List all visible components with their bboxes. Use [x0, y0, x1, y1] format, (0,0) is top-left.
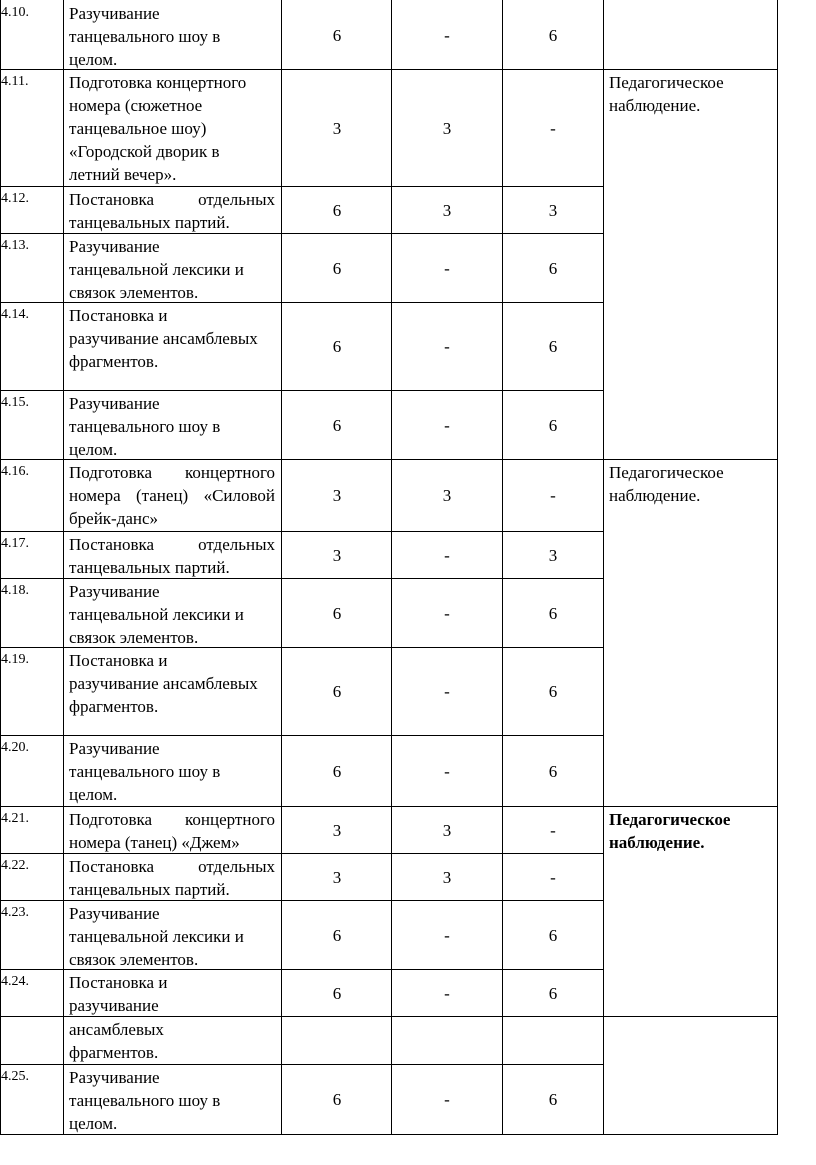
theory-hours: 6 — [332, 26, 342, 45]
topic-word: отдельных — [198, 190, 275, 209]
total-hours: 3 — [548, 546, 558, 565]
group-border — [603, 1016, 778, 1017]
topic-line: Разучивание — [69, 904, 160, 923]
topic-word: отдельных — [198, 535, 275, 554]
topic-line: связок элементов. — [69, 950, 199, 969]
theory-hours: 3 — [332, 546, 342, 565]
control-form: наблюдение. — [609, 486, 701, 505]
topic-line: целом. — [69, 1114, 118, 1133]
topic-line — [69, 461, 275, 484]
column-border — [0, 0, 1, 1135]
practice-hours: 3 — [442, 119, 452, 138]
topic-line: Постановка и — [69, 306, 168, 325]
theory-hours: 6 — [332, 1090, 342, 1109]
topic-word: концертного — [185, 463, 275, 482]
topic-line: целом. — [69, 440, 118, 459]
topic-line: танцевальных партий. — [69, 213, 230, 232]
practice-hours: - — [444, 546, 450, 565]
control-form: Педагогическое — [609, 810, 731, 829]
total-hours: 6 — [548, 926, 558, 945]
row-number: 4.15. — [1, 395, 29, 410]
topic-line: фрагментов. — [69, 697, 159, 716]
topic-word: (танец) — [135, 486, 189, 505]
theory-hours: 6 — [332, 682, 342, 701]
group-border — [603, 1134, 778, 1135]
practice-hours: - — [444, 682, 450, 701]
topic-line: брейк-данс» — [69, 509, 159, 528]
total-hours: 6 — [548, 984, 558, 1003]
topic-line: целом. — [69, 50, 118, 69]
topic-line: танцевальных партий. — [69, 880, 230, 899]
group-border — [603, 459, 778, 460]
row-border — [0, 390, 604, 391]
topic-line: Постановка и — [69, 651, 168, 670]
row-number: 4.16. — [1, 464, 29, 479]
topic-line: связок элементов. — [69, 283, 199, 302]
total-hours: - — [550, 486, 556, 505]
topic-line: танцевальное шоу) — [69, 119, 207, 138]
row-number: 4.24. — [1, 974, 29, 989]
topic-line — [69, 808, 275, 831]
total-hours: - — [550, 821, 556, 840]
theory-hours: 6 — [332, 926, 342, 945]
theory-hours: 6 — [332, 201, 342, 220]
column-border — [391, 0, 392, 1135]
theory-hours: 3 — [332, 821, 342, 840]
topic-line: танцевального шоу в — [69, 762, 221, 781]
theory-hours: 6 — [332, 337, 342, 356]
theory-hours: 6 — [332, 762, 342, 781]
topic-line: Разучивание — [69, 394, 160, 413]
total-hours: 6 — [548, 1090, 558, 1109]
total-hours: 6 — [548, 762, 558, 781]
topic-word: Подготовка — [69, 463, 153, 482]
practice-hours: 3 — [442, 868, 452, 887]
control-form: Педагогическое — [609, 73, 724, 92]
topic-word: Подготовка — [69, 810, 153, 829]
practice-hours: - — [444, 604, 450, 623]
topic-line: Постановка и — [69, 973, 168, 992]
row-number: 4.10. — [1, 5, 29, 20]
practice-hours: - — [444, 984, 450, 1003]
practice-hours: 3 — [442, 201, 452, 220]
topic-line: танцевальной лексики и — [69, 927, 244, 946]
row-number: 4.23. — [1, 905, 29, 920]
topic-line: Разучивание — [69, 1068, 160, 1087]
topic-line — [69, 484, 275, 507]
row-border — [0, 186, 604, 187]
row-number: 4.12. — [1, 191, 29, 206]
row-number: 4.18. — [1, 583, 29, 598]
topic-word: Постановка — [69, 535, 155, 554]
column-border — [502, 0, 503, 1135]
topic-word: отдельных — [198, 857, 275, 876]
group-border — [603, 69, 778, 70]
topic-line: Подготовка концертного — [69, 73, 247, 92]
topic-line: Разучивание — [69, 582, 160, 601]
row-border — [0, 806, 604, 807]
row-border — [0, 531, 604, 532]
topic-line: Разучивание — [69, 739, 160, 758]
total-hours: 3 — [548, 201, 558, 220]
total-hours: 6 — [548, 416, 558, 435]
row-border — [0, 1064, 604, 1065]
topic-line: связок элементов. — [69, 628, 199, 647]
row-number: 4.21. — [1, 811, 29, 826]
column-border — [603, 0, 604, 1135]
theory-hours: 3 — [332, 119, 342, 138]
theory-hours: 3 — [332, 868, 342, 887]
row-number: 4.22. — [1, 858, 29, 873]
topic-line: разучивание ансамблевых — [69, 329, 258, 348]
total-hours: - — [550, 868, 556, 887]
theory-hours: 6 — [332, 416, 342, 435]
total-hours: 6 — [548, 259, 558, 278]
row-number: 4.25. — [1, 1069, 29, 1084]
topic-word: «Силовой — [203, 486, 275, 505]
row-number: 4.20. — [1, 740, 29, 755]
topic-line: ансамблевых — [69, 1020, 164, 1039]
group-border — [603, 806, 778, 807]
topic-word: концертного — [185, 810, 275, 829]
topic-line: танцевальной лексики и — [69, 605, 244, 624]
row-number: 4.11. — [1, 74, 29, 89]
column-border — [281, 0, 282, 1135]
topic-line: фрагментов. — [69, 352, 159, 371]
row-number: 4.13. — [1, 238, 29, 253]
control-form: наблюдение. — [609, 96, 701, 115]
topic-line — [69, 188, 275, 211]
total-hours: 6 — [548, 26, 558, 45]
topic-line: танцевального шоу в — [69, 1091, 221, 1110]
topic-line: танцевального шоу в — [69, 417, 221, 436]
topic-line: целом. — [69, 785, 118, 804]
practice-hours: - — [444, 259, 450, 278]
practice-hours: - — [444, 1090, 450, 1109]
topic-line: Разучивание — [69, 4, 160, 23]
topic-line: разучивание ансамблевых — [69, 674, 258, 693]
practice-hours: - — [444, 762, 450, 781]
total-hours: 6 — [548, 682, 558, 701]
practice-hours: - — [444, 337, 450, 356]
total-hours: 6 — [548, 337, 558, 356]
topic-word: номера — [69, 486, 121, 505]
topic-line: номера (сюжетное — [69, 96, 203, 115]
practice-hours: - — [444, 26, 450, 45]
control-form: Педагогическое — [609, 463, 724, 482]
topic-line: «Городской дворик в — [69, 142, 220, 161]
topic-line: танцевальной лексики и — [69, 260, 244, 279]
total-hours: 6 — [548, 604, 558, 623]
theory-hours: 3 — [332, 486, 342, 505]
row-number: 4.19. — [1, 652, 29, 667]
theory-hours: 6 — [332, 604, 342, 623]
column-border — [777, 0, 778, 1135]
topic-word: Постановка — [69, 857, 155, 876]
topic-line: танцевального шоу в — [69, 27, 221, 46]
column-border — [63, 0, 64, 1135]
theory-hours: 6 — [332, 259, 342, 278]
theory-hours: 6 — [332, 984, 342, 1003]
practice-hours: - — [444, 416, 450, 435]
total-hours: - — [550, 119, 556, 138]
topic-line: разучивание — [69, 996, 159, 1015]
topic-line: танцевальных партий. — [69, 558, 230, 577]
topic-line: Разучивание — [69, 237, 160, 256]
practice-hours: 3 — [442, 821, 452, 840]
topic-line — [69, 855, 275, 878]
row-border — [0, 735, 604, 736]
row-number: 4.14. — [1, 307, 29, 322]
row-number: 4.17. — [1, 536, 29, 551]
practice-hours: - — [444, 926, 450, 945]
topic-line — [69, 533, 275, 556]
practice-hours: 3 — [442, 486, 452, 505]
topic-line: летний вечер». — [69, 165, 177, 184]
topic-word: Постановка — [69, 190, 155, 209]
topic-line: номера (танец) «Джем» — [69, 833, 240, 852]
control-form: наблюдение. — [609, 833, 705, 852]
topic-line: фрагментов. — [69, 1043, 159, 1062]
